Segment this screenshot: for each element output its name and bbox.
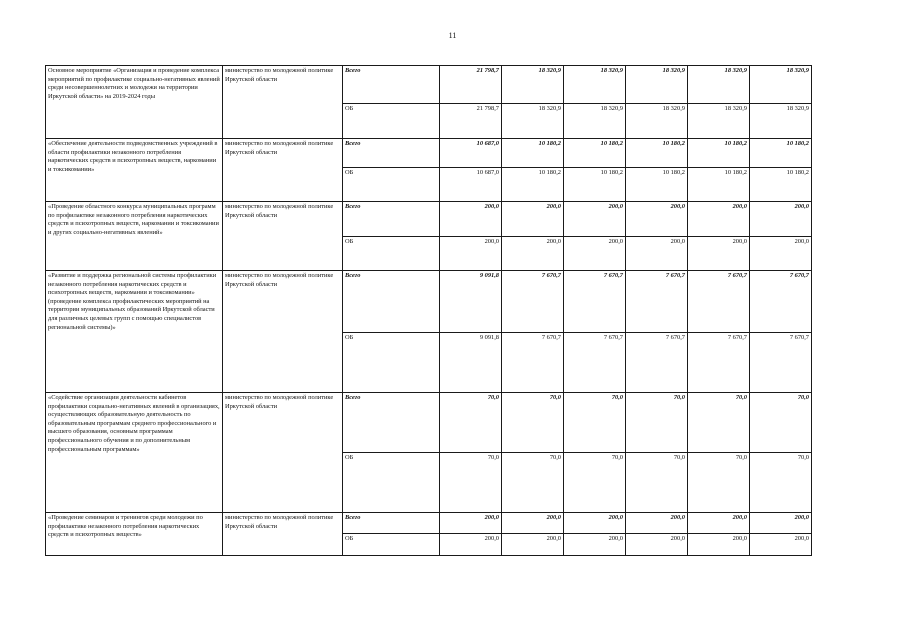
executor-cell: министерство по молодежной политике Иркутской области xyxy=(223,66,343,139)
total-value-cell: 200,0 xyxy=(626,202,688,237)
executor-cell: министерство по молодежной политике Иркутской области xyxy=(223,139,343,202)
ob-value-cell: 70,0 xyxy=(564,453,626,513)
funding-source-total: Всего xyxy=(343,139,440,168)
total-value-cell: 200,0 xyxy=(564,513,626,534)
ob-value-cell: 18 320,9 xyxy=(750,104,812,139)
total-value-cell: 200,0 xyxy=(626,513,688,534)
ob-value-cell: 7 670,7 xyxy=(750,333,812,393)
total-value-cell: 7 670,7 xyxy=(502,271,564,333)
ob-value-cell: 21 798,7 xyxy=(440,104,502,139)
ob-value-cell: 200,0 xyxy=(626,534,688,556)
total-value-cell: 70,0 xyxy=(688,393,750,453)
table-row xyxy=(46,202,812,237)
ob-value-cell: 18 320,9 xyxy=(502,104,564,139)
funding-table xyxy=(45,65,812,556)
event-name-cell: «Обеспечение деятельности подведомственных учреждений в области профилактики незаконного потребления наркотических средств и психотропных веществ, наркомании и токсикомании» xyxy=(46,139,223,202)
total-value-cell: 200,0 xyxy=(750,513,812,534)
ob-value-cell: 200,0 xyxy=(564,534,626,556)
ob-value-cell: 7 670,7 xyxy=(626,333,688,393)
ob-value-cell: 18 320,9 xyxy=(688,104,750,139)
ob-value-cell: 200,0 xyxy=(440,237,502,271)
ob-value-cell: 10 180,2 xyxy=(688,168,750,202)
total-value-cell: 18 320,9 xyxy=(750,66,812,104)
total-value-cell: 9 091,8 xyxy=(440,271,502,333)
total-value-cell: 70,0 xyxy=(626,393,688,453)
event-name-cell: «Проведение семинаров и тренингов среди молодежи по профилактике незаконного потребления наркотических средств и психотропных веществ» xyxy=(46,513,223,556)
total-value-cell: 7 670,7 xyxy=(626,271,688,333)
total-value-cell: 70,0 xyxy=(440,393,502,453)
ob-value-cell: 200,0 xyxy=(440,534,502,556)
executor-cell: министерство по молодежной политике Иркутской области xyxy=(223,202,343,271)
funding-source-total: Всего xyxy=(343,513,440,534)
ob-value-cell: 10 180,2 xyxy=(564,168,626,202)
event-name-cell: «Проведение областного конкурса муниципальных программ по профилактике незаконного потребления наркотических средств и психотропных веществ, наркомании и токсикомании и других социально-негативных явлений» xyxy=(46,202,223,271)
funding-source-total: Всего xyxy=(343,202,440,237)
executor-cell: министерство по молодежной политике Иркутской области xyxy=(223,271,343,393)
executor-cell: министерство по молодежной политике Иркутской области xyxy=(223,513,343,556)
total-value-cell: 70,0 xyxy=(564,393,626,453)
ob-value-cell: 200,0 xyxy=(502,534,564,556)
page-number: 11 xyxy=(448,31,457,40)
ob-value-cell: 200,0 xyxy=(750,534,812,556)
total-value-cell: 18 320,9 xyxy=(502,66,564,104)
total-value-cell: 200,0 xyxy=(502,513,564,534)
ob-value-cell: 10 180,2 xyxy=(502,168,564,202)
ob-value-cell: 70,0 xyxy=(502,453,564,513)
ob-value-cell: 18 320,9 xyxy=(564,104,626,139)
funding-source-ob: ОБ xyxy=(343,104,440,139)
ob-value-cell: 200,0 xyxy=(626,237,688,271)
ob-value-cell: 10 180,2 xyxy=(750,168,812,202)
ob-value-cell: 200,0 xyxy=(750,237,812,271)
total-value-cell: 18 320,9 xyxy=(564,66,626,104)
ob-value-cell: 70,0 xyxy=(440,453,502,513)
table-row xyxy=(46,513,812,534)
funding-source-ob: ОБ xyxy=(343,453,440,513)
ob-value-cell: 7 670,7 xyxy=(564,333,626,393)
total-value-cell: 7 670,7 xyxy=(564,271,626,333)
funding-source-total: Всего xyxy=(343,393,440,453)
total-value-cell: 10 180,2 xyxy=(626,139,688,168)
event-name-cell: «Содействие организации деятельности кабинетов профилактики социально-негативных явлений в организациях, осуществляющих образовательную деятельность по образовательным программам среднего профессионального и высшего образования, основным программам профессионального обучения и по дополнительным профессиональным программам» xyxy=(46,393,223,513)
funding-source-ob: ОБ xyxy=(343,534,440,556)
ob-value-cell: 10 180,2 xyxy=(626,168,688,202)
ob-value-cell: 18 320,9 xyxy=(626,104,688,139)
ob-value-cell: 200,0 xyxy=(688,237,750,271)
total-value-cell: 18 320,9 xyxy=(626,66,688,104)
total-value-cell: 21 798,7 xyxy=(440,66,502,104)
total-value-cell: 200,0 xyxy=(688,202,750,237)
ob-value-cell: 7 670,7 xyxy=(688,333,750,393)
total-value-cell: 7 670,7 xyxy=(688,271,750,333)
funding-source-ob: ОБ xyxy=(343,333,440,393)
table-row xyxy=(46,139,812,168)
funding-source-total: Всего xyxy=(343,66,440,104)
total-value-cell: 70,0 xyxy=(750,393,812,453)
total-value-cell: 70,0 xyxy=(502,393,564,453)
executor-cell: министерство по молодежной политике Иркутской области xyxy=(223,393,343,513)
total-value-cell: 200,0 xyxy=(502,202,564,237)
ob-value-cell: 200,0 xyxy=(688,534,750,556)
total-value-cell: 200,0 xyxy=(440,202,502,237)
total-value-cell: 200,0 xyxy=(564,202,626,237)
total-value-cell: 10 180,2 xyxy=(502,139,564,168)
event-name-cell: Основное мероприятие «Организация и проведение комплекса мероприятий по профилактике социально-негативных явлений среди несовершеннолетних и молодежи на территории Иркутской области» на 2019-2024 годы xyxy=(46,66,223,139)
table-row xyxy=(46,393,812,453)
funding-source-ob: ОБ xyxy=(343,168,440,202)
ob-value-cell: 7 670,7 xyxy=(502,333,564,393)
funding-source-total: Всего xyxy=(343,271,440,333)
total-value-cell: 10 180,2 xyxy=(750,139,812,168)
total-value-cell: 200,0 xyxy=(688,513,750,534)
ob-value-cell: 70,0 xyxy=(626,453,688,513)
total-value-cell: 10 180,2 xyxy=(688,139,750,168)
ob-value-cell: 200,0 xyxy=(502,237,564,271)
ob-value-cell: 70,0 xyxy=(688,453,750,513)
total-value-cell: 18 320,9 xyxy=(688,66,750,104)
total-value-cell: 10 687,0 xyxy=(440,139,502,168)
total-value-cell: 10 180,2 xyxy=(564,139,626,168)
total-value-cell: 7 670,7 xyxy=(750,271,812,333)
ob-value-cell: 70,0 xyxy=(750,453,812,513)
total-value-cell: 200,0 xyxy=(750,202,812,237)
ob-value-cell: 10 687,0 xyxy=(440,168,502,202)
event-name-cell: «Развитие и поддержка региональной системы профилактики незаконного потребления наркотических средств и психотропных веществ, наркомании и токсикомании» (проведение комплекса профилактических мероприятий на территории муниципальных образований Иркутской области для различных целевых групп с помощью специалистов региональной системы)» xyxy=(46,271,223,393)
table-row xyxy=(46,271,812,333)
ob-value-cell: 200,0 xyxy=(564,237,626,271)
total-value-cell: 200,0 xyxy=(440,513,502,534)
table-row xyxy=(46,66,812,104)
funding-source-ob: ОБ xyxy=(343,237,440,271)
ob-value-cell: 9 091,8 xyxy=(440,333,502,393)
